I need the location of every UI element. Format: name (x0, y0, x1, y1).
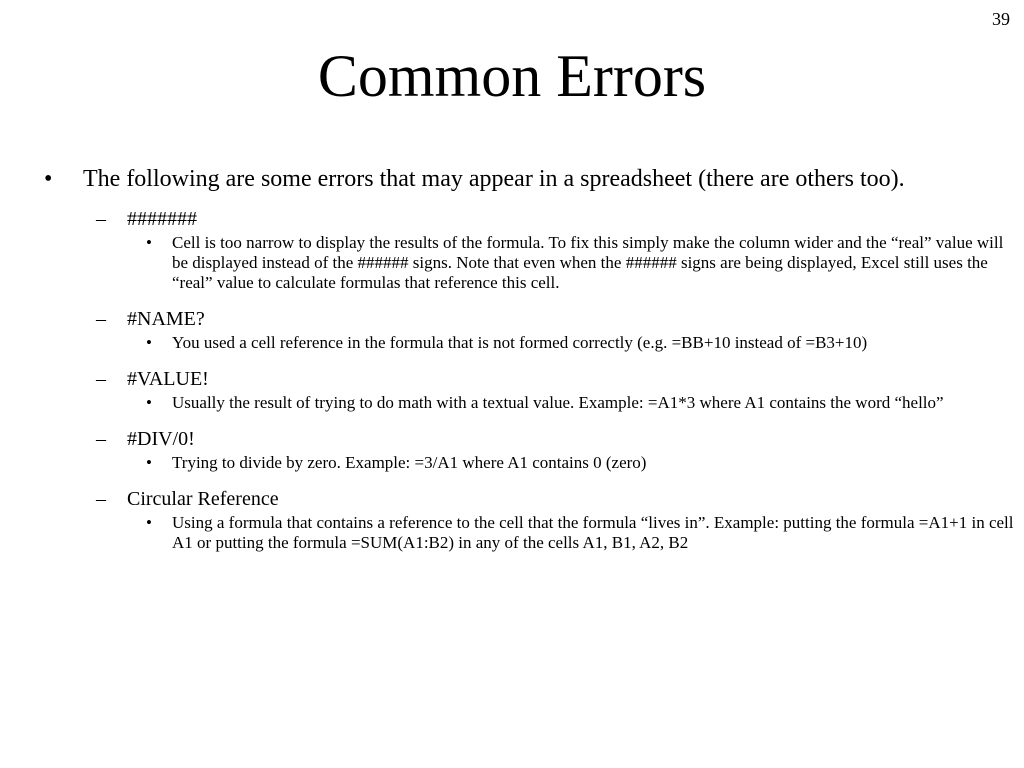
error-code: #DIV/0! (127, 428, 195, 450)
error-code: Circular Reference (127, 488, 279, 510)
error-description: Using a formula that contains a reference to the cell that the formula “lives in”. Example: putting the formula =A1+1 in cell A1 or putting the formula =SUM(A1:B2) in any of the cells A1, B1, A2, B2 (172, 513, 1014, 552)
error-description: Trying to divide by zero. Example: =3/A1 where A1 contains 0 (zero) (172, 453, 647, 472)
error-description: Cell is too narrow to display the results of the formula. To fix this simply make the column wider and the “real” value will be displayed instead of the ###### signs. Note that even when the ###### signs are being displayed, Excel still uses the “real” value to calculate formulas that reference this cell. (172, 233, 1004, 292)
slide-title: Common Errors (317, 43, 707, 109)
dash-icon: – (96, 308, 106, 330)
error-item-div0 (0, 427, 1024, 451)
error-item-value (0, 367, 1024, 391)
error-code: #NAME? (127, 308, 205, 330)
error-description-item (0, 453, 1024, 473)
bullet-icon: • (44, 166, 53, 192)
intro-text: The following are some errors that may appear in a spreadsheet (there are others too). (83, 166, 905, 192)
bullet-icon: • (146, 453, 152, 472)
bullet-icon: • (146, 393, 152, 412)
error-item-name (0, 307, 1024, 331)
error-code: #VALUE! (127, 368, 209, 390)
bullet-icon: • (146, 513, 152, 532)
bullet-icon: • (146, 233, 152, 252)
slide-content (0, 165, 1024, 553)
dash-icon: – (96, 368, 106, 390)
error-description-item (0, 333, 1024, 353)
page-number: 39 (992, 9, 1010, 29)
dash-icon: – (96, 208, 106, 230)
error-description: Usually the result of trying to do math with a textual value. Example: =A1*3 where A1 contains the word “hello” (172, 393, 944, 412)
error-item-circular-reference (0, 487, 1024, 511)
error-description: You used a cell reference in the formula that is not formed correctly (e.g. =BB+10 instead of =B3+10) (172, 333, 868, 352)
error-code: ####### (127, 208, 197, 230)
dash-icon: – (96, 488, 106, 510)
bullet-icon: • (146, 333, 152, 352)
error-description-item (0, 393, 1024, 413)
error-item-hash (0, 207, 1024, 231)
dash-icon: – (96, 428, 106, 450)
error-description-item (0, 513, 1024, 553)
error-description-item (0, 233, 1024, 293)
intro-bullet-item (0, 165, 1024, 193)
